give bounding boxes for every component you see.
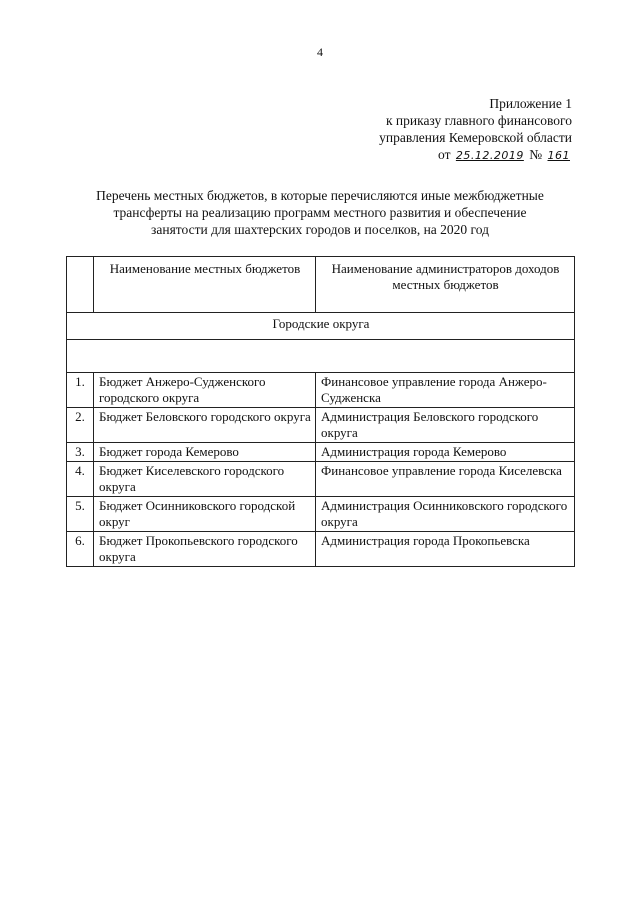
appendix-authority-line: управления Кемеровской области (379, 130, 572, 145)
row-number: 3. (67, 443, 94, 462)
row-budget: Бюджет Прокопьевского городского округа (94, 532, 316, 567)
table-row (67, 462, 575, 497)
row-administrator: Администрация Осинниковского городского округа (316, 497, 575, 532)
table-row (67, 443, 575, 462)
title-line-1: Перечень местных бюджетов, в которые перечисляются иные межбюджетные (96, 188, 544, 203)
row-number: 6. (67, 532, 94, 567)
document-title (70, 187, 570, 238)
budgets-table (66, 256, 575, 567)
table-row (67, 497, 575, 532)
table-header-row (67, 257, 575, 313)
appendix-title: Приложение 1 (489, 96, 572, 111)
date-prefix: от (438, 147, 451, 162)
row-number: 1. (67, 373, 94, 408)
title-line-2: трансферты на реализацию программ местного развития и обеспечение (113, 205, 527, 220)
appendix-date-line (379, 146, 572, 164)
section-title: Городские округа (67, 313, 575, 340)
header-number-cell (67, 257, 94, 313)
row-administrator: Финансовое управление города Анжеро-Судженска (316, 373, 575, 408)
row-administrator: Администрация Беловского городского округа (316, 408, 575, 443)
header-administrator-name: Наименование администраторов доходов местных бюджетов (316, 257, 575, 313)
handwritten-date: 25.12.2019 (455, 149, 524, 162)
header-budget-name: Наименование местных бюджетов (94, 257, 316, 313)
table-row (67, 373, 575, 408)
appendix-order-line: к приказу главного финансового (385, 113, 572, 128)
row-administrator: Финансовое управление города Киселевска (316, 462, 575, 497)
title-line-3: занятости для шахтерских городов и поселков, на 2020 год (151, 222, 489, 237)
table-row (67, 408, 575, 443)
handwritten-order-number: 161 (547, 149, 570, 162)
page-number: 4 (317, 45, 323, 59)
row-budget: Бюджет города Кемерово (94, 443, 316, 462)
row-number: 2. (67, 408, 94, 443)
row-budget: Бюджет Анжеро-Судженского городского округа (94, 373, 316, 408)
empty-row (67, 340, 575, 373)
row-administrator: Администрация города Кемерово (316, 443, 575, 462)
table-row (67, 532, 575, 567)
row-administrator: Администрация города Прокопьевска (316, 532, 575, 567)
section-row (67, 313, 575, 340)
row-budget: Бюджет Осинниковского городской округ (94, 497, 316, 532)
number-prefix: № (529, 147, 543, 162)
row-budget: Бюджет Киселевского городского округа (94, 462, 316, 497)
appendix-block (379, 95, 572, 164)
empty-cell (67, 340, 575, 373)
row-budget: Бюджет Беловского городского округа (94, 408, 316, 443)
row-number: 4. (67, 462, 94, 497)
row-number: 5. (67, 497, 94, 532)
